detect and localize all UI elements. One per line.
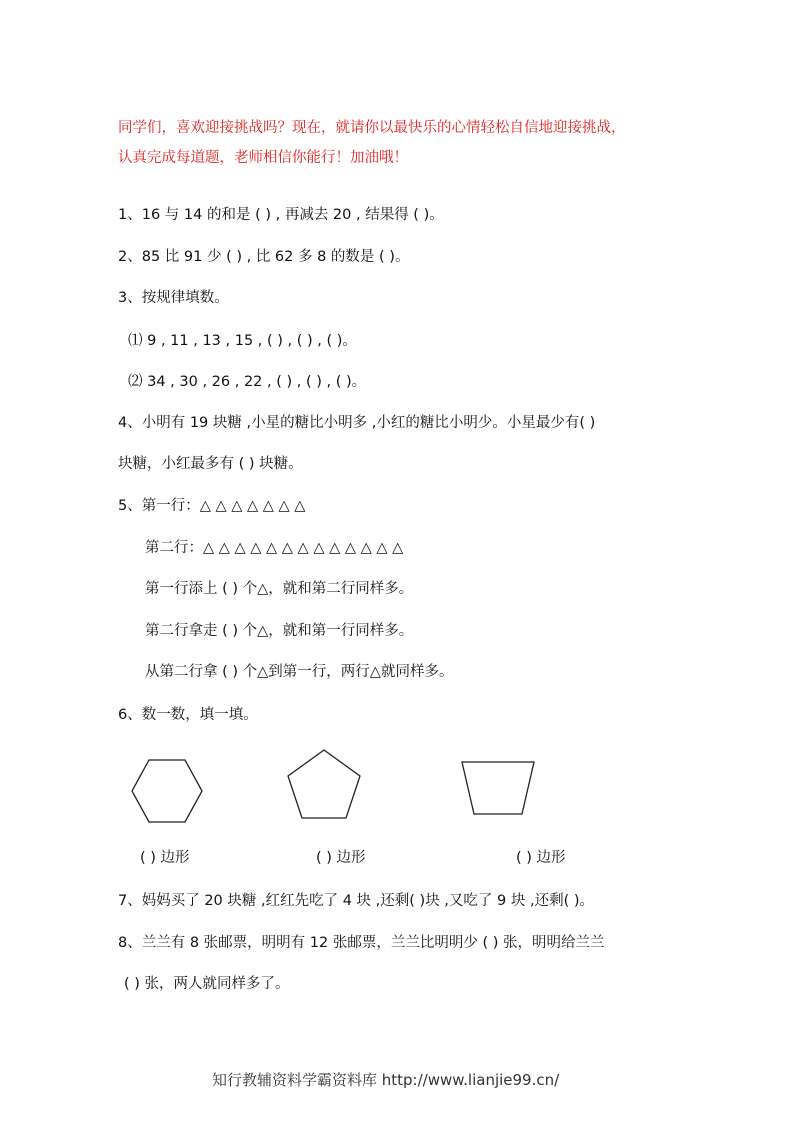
footer-watermark: 知行教辅资料学霸资料库 http://www.lianjie99.cn/: [212, 1071, 560, 1089]
question-2: 2、85 比 91 少 ( ) , 比 62 多 8 的数是 ( )。: [118, 249, 410, 265]
question-5-sub-2: 第二行拿走 ( ) 个△，就和第一行同样多。: [145, 623, 414, 639]
question-3-row-2: ⑵ 34 , 30 , 26 , 22 , ( ) , ( ) , ( )。: [128, 374, 367, 390]
pentagon-shape: [286, 748, 362, 820]
question-5-row-2: 第二行：△ △ △ △ △ △ △ △ △ △ △ △ △: [145, 540, 404, 556]
question-8-line-2: ( ) 张，两人就同样多了。: [124, 976, 290, 992]
question-6-title: 6、数一数，填一填。: [118, 707, 258, 723]
question-6-answer-1: ( ) 边形: [140, 850, 190, 866]
question-4-line-2: 块糖，小红最多有 ( ) 块糖。: [118, 456, 303, 472]
intro-line-2: 认真完成每道题，老师相信你能行！加油哦！: [118, 150, 408, 166]
hexagon-shape: [130, 758, 204, 824]
question-6-answer-2: ( ) 边形: [316, 850, 366, 866]
question-8-line-1: 8、兰兰有 8 张邮票，明明有 12 张邮票，兰兰比明明少 ( ) 张，明明给兰兰: [118, 935, 605, 951]
question-7: 7、妈妈买了 20 块糖 ,红红先吃了 4 块 ,还剩( )块 ,又吃了 9 块 ,还剩( )。: [118, 893, 594, 909]
question-5-row-1: 5、第一行：△ △ △ △ △ △ △: [118, 498, 306, 514]
question-5-sub-3: 从第二行拿 ( ) 个△到第一行，两行△就同样多。: [145, 664, 454, 680]
question-6-answer-3: ( ) 边形: [516, 850, 566, 866]
trapezoid-shape: [460, 760, 536, 816]
question-1: 1、16 与 14 的和是 ( ) , 再减去 20 , 结果得 ( )。: [118, 207, 444, 223]
question-5-sub-1: 第一行添上 ( ) 个△，就和第二行同样多。: [145, 581, 414, 597]
question-3-row-1: ⑴ 9 , 11 , 13 , 15 , ( ) , ( ) , ( )。: [128, 333, 357, 349]
intro-line-1: 同学们，喜欢迎接挑战吗？现在，就请你以最快乐的心情轻松自信地迎接挑战，: [118, 120, 626, 136]
question-4-line-1: 4、小明有 19 块糖 ,小星的糖比小明多 ,小红的糖比小明少。小星最少有( ): [118, 415, 596, 431]
question-3-title: 3、按规律填数。: [118, 290, 229, 306]
